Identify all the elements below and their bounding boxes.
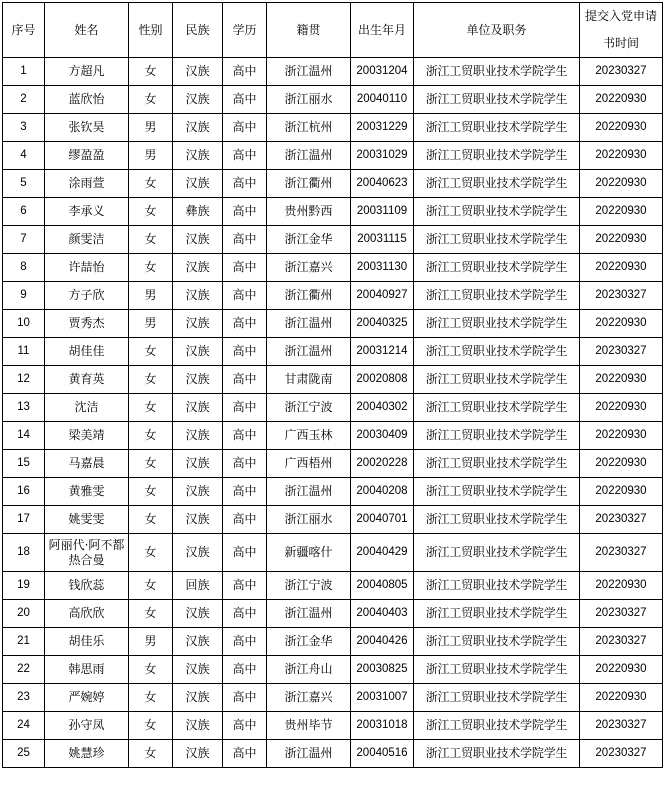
cell-seq: 1 (3, 58, 45, 86)
header-ethnicity: 民族 (173, 3, 223, 58)
cell-ethnicity: 汉族 (173, 422, 223, 450)
cell-date: 20220930 (580, 572, 663, 600)
table-row (3, 684, 663, 712)
cell-ethnicity: 汉族 (173, 366, 223, 394)
cell-seq: 17 (3, 506, 45, 534)
cell-origin: 浙江宁波 (267, 394, 351, 422)
cell-unit: 浙江工贸职业技术学院学生 (414, 114, 580, 142)
cell-birth: 20040302 (351, 394, 414, 422)
cell-date: 20220930 (580, 478, 663, 506)
cell-name: 马嘉晨 (45, 450, 129, 478)
cell-education: 高中 (223, 142, 267, 170)
table-row (3, 338, 663, 366)
cell-ethnicity: 汉族 (173, 338, 223, 366)
cell-ethnicity: 汉族 (173, 394, 223, 422)
cell-seq: 2 (3, 86, 45, 114)
cell-unit: 浙江工贸职业技术学院学生 (414, 534, 580, 572)
cell-seq: 10 (3, 310, 45, 338)
cell-origin: 浙江温州 (267, 310, 351, 338)
cell-unit: 浙江工贸职业技术学院学生 (414, 656, 580, 684)
cell-seq: 22 (3, 656, 45, 684)
cell-seq: 25 (3, 740, 45, 768)
cell-date: 20230327 (580, 58, 663, 86)
cell-seq: 23 (3, 684, 45, 712)
cell-unit: 浙江工贸职业技术学院学生 (414, 572, 580, 600)
cell-birth: 20040429 (351, 534, 414, 572)
cell-ethnicity: 汉族 (173, 282, 223, 310)
cell-unit: 浙江工贸职业技术学院学生 (414, 310, 580, 338)
cell-gender: 女 (129, 712, 173, 740)
cell-gender: 女 (129, 86, 173, 114)
cell-origin: 贵州黔西 (267, 198, 351, 226)
table-row (3, 170, 663, 198)
cell-unit: 浙江工贸职业技术学院学生 (414, 422, 580, 450)
cell-date: 20230327 (580, 600, 663, 628)
cell-gender: 男 (129, 114, 173, 142)
cell-origin: 浙江宁波 (267, 572, 351, 600)
cell-birth: 20040516 (351, 740, 414, 768)
table-row (3, 628, 663, 656)
applicant-table (2, 2, 663, 768)
cell-seq: 16 (3, 478, 45, 506)
cell-unit: 浙江工贸职业技术学院学生 (414, 628, 580, 656)
cell-seq: 5 (3, 170, 45, 198)
cell-ethnicity: 汉族 (173, 114, 223, 142)
cell-education: 高中 (223, 712, 267, 740)
cell-seq: 21 (3, 628, 45, 656)
cell-name: 严婉婷 (45, 684, 129, 712)
cell-gender: 女 (129, 366, 173, 394)
cell-gender: 男 (129, 628, 173, 656)
cell-birth: 20040325 (351, 310, 414, 338)
cell-gender: 女 (129, 58, 173, 86)
cell-ethnicity: 彝族 (173, 198, 223, 226)
cell-birth: 20030825 (351, 656, 414, 684)
cell-ethnicity: 汉族 (173, 628, 223, 656)
table-row (3, 450, 663, 478)
cell-name: 胡佳乐 (45, 628, 129, 656)
cell-education: 高中 (223, 506, 267, 534)
cell-birth: 20020808 (351, 366, 414, 394)
cell-origin: 浙江丽水 (267, 86, 351, 114)
table-row (3, 712, 663, 740)
cell-seq: 14 (3, 422, 45, 450)
cell-date: 20220930 (580, 170, 663, 198)
cell-gender: 女 (129, 338, 173, 366)
cell-date: 20230327 (580, 740, 663, 768)
table-row (3, 86, 663, 114)
cell-origin: 浙江嘉兴 (267, 254, 351, 282)
cell-name: 韩思雨 (45, 656, 129, 684)
cell-ethnicity: 汉族 (173, 656, 223, 684)
cell-origin: 新疆喀什 (267, 534, 351, 572)
cell-unit: 浙江工贸职业技术学院学生 (414, 170, 580, 198)
cell-date: 20220930 (580, 198, 663, 226)
cell-name: 张钦昊 (45, 114, 129, 142)
cell-education: 高中 (223, 534, 267, 572)
header-seq: 序号 (3, 3, 45, 58)
cell-education: 高中 (223, 254, 267, 282)
cell-origin: 浙江温州 (267, 600, 351, 628)
cell-education: 高中 (223, 394, 267, 422)
cell-name: 梁美靖 (45, 422, 129, 450)
cell-education: 高中 (223, 366, 267, 394)
cell-ethnicity: 汉族 (173, 254, 223, 282)
table-row (3, 198, 663, 226)
cell-seq: 24 (3, 712, 45, 740)
cell-ethnicity: 汉族 (173, 142, 223, 170)
cell-unit: 浙江工贸职业技术学院学生 (414, 712, 580, 740)
cell-seq: 9 (3, 282, 45, 310)
cell-birth: 20030409 (351, 422, 414, 450)
cell-origin: 浙江温州 (267, 58, 351, 86)
cell-seq: 8 (3, 254, 45, 282)
cell-seq: 13 (3, 394, 45, 422)
cell-gender: 男 (129, 142, 173, 170)
cell-ethnicity: 汉族 (173, 740, 223, 768)
cell-education: 高中 (223, 198, 267, 226)
cell-birth: 20040110 (351, 86, 414, 114)
table-row (3, 394, 663, 422)
cell-gender: 女 (129, 506, 173, 534)
cell-origin: 浙江温州 (267, 478, 351, 506)
cell-birth: 20020228 (351, 450, 414, 478)
table-row (3, 656, 663, 684)
cell-date: 20220930 (580, 142, 663, 170)
cell-gender: 女 (129, 684, 173, 712)
cell-name: 涂雨萱 (45, 170, 129, 198)
cell-ethnicity: 汉族 (173, 450, 223, 478)
cell-origin: 浙江温州 (267, 740, 351, 768)
cell-seq: 19 (3, 572, 45, 600)
table-row (3, 310, 663, 338)
cell-birth: 20040623 (351, 170, 414, 198)
cell-gender: 女 (129, 534, 173, 572)
cell-ethnicity: 汉族 (173, 58, 223, 86)
cell-unit: 浙江工贸职业技术学院学生 (414, 86, 580, 114)
cell-gender: 女 (129, 198, 173, 226)
cell-ethnicity: 汉族 (173, 478, 223, 506)
cell-birth: 20031229 (351, 114, 414, 142)
table-row (3, 422, 663, 450)
cell-gender: 女 (129, 170, 173, 198)
table-row (3, 506, 663, 534)
cell-name: 颜雯洁 (45, 226, 129, 254)
cell-origin: 浙江金华 (267, 628, 351, 656)
cell-unit: 浙江工贸职业技术学院学生 (414, 254, 580, 282)
table-row (3, 740, 663, 768)
cell-date: 20220930 (580, 310, 663, 338)
cell-name: 阿丽代·阿不都热合曼 (45, 534, 129, 572)
cell-name: 胡佳佳 (45, 338, 129, 366)
cell-unit: 浙江工贸职业技术学院学生 (414, 600, 580, 628)
cell-gender: 男 (129, 310, 173, 338)
cell-education: 高中 (223, 282, 267, 310)
cell-name: 方超凡 (45, 58, 129, 86)
cell-ethnicity: 汉族 (173, 86, 223, 114)
cell-birth: 20031115 (351, 226, 414, 254)
cell-birth: 20031018 (351, 712, 414, 740)
cell-unit: 浙江工贸职业技术学院学生 (414, 58, 580, 86)
cell-origin: 浙江衢州 (267, 282, 351, 310)
cell-birth: 20031130 (351, 254, 414, 282)
table-row (3, 142, 663, 170)
cell-birth: 20040403 (351, 600, 414, 628)
table-row (3, 254, 663, 282)
cell-unit: 浙江工贸职业技术学院学生 (414, 506, 580, 534)
cell-gender: 男 (129, 282, 173, 310)
cell-education: 高中 (223, 684, 267, 712)
cell-gender: 女 (129, 450, 173, 478)
cell-name: 蓝欣怡 (45, 86, 129, 114)
cell-education: 高中 (223, 422, 267, 450)
cell-birth: 20040426 (351, 628, 414, 656)
cell-ethnicity: 汉族 (173, 534, 223, 572)
cell-unit: 浙江工贸职业技术学院学生 (414, 338, 580, 366)
table-row (3, 572, 663, 600)
table-header-row (3, 3, 663, 58)
header-origin: 籍贯 (267, 3, 351, 58)
cell-birth: 20031204 (351, 58, 414, 86)
cell-name: 黄雅雯 (45, 478, 129, 506)
cell-name: 沈洁 (45, 394, 129, 422)
cell-origin: 甘肃陇南 (267, 366, 351, 394)
cell-education: 高中 (223, 740, 267, 768)
cell-seq: 7 (3, 226, 45, 254)
cell-date: 20230327 (580, 506, 663, 534)
cell-seq: 3 (3, 114, 45, 142)
cell-origin: 浙江杭州 (267, 114, 351, 142)
cell-education: 高中 (223, 450, 267, 478)
cell-origin: 广西梧州 (267, 450, 351, 478)
cell-seq: 11 (3, 338, 45, 366)
cell-unit: 浙江工贸职业技术学院学生 (414, 684, 580, 712)
cell-gender: 女 (129, 600, 173, 628)
cell-birth: 20040927 (351, 282, 414, 310)
cell-name: 贾秀杰 (45, 310, 129, 338)
cell-seq: 20 (3, 600, 45, 628)
cell-unit: 浙江工贸职业技术学院学生 (414, 282, 580, 310)
cell-ethnicity: 汉族 (173, 684, 223, 712)
cell-gender: 女 (129, 740, 173, 768)
cell-origin: 浙江丽水 (267, 506, 351, 534)
cell-ethnicity: 汉族 (173, 600, 223, 628)
cell-date: 20220930 (580, 656, 663, 684)
header-gender: 性别 (129, 3, 173, 58)
cell-seq: 6 (3, 198, 45, 226)
cell-education: 高中 (223, 572, 267, 600)
header-unit: 单位及职务 (414, 3, 580, 58)
cell-education: 高中 (223, 170, 267, 198)
cell-education: 高中 (223, 600, 267, 628)
cell-date: 20230327 (580, 282, 663, 310)
cell-origin: 广西玉林 (267, 422, 351, 450)
cell-education: 高中 (223, 478, 267, 506)
cell-seq: 15 (3, 450, 45, 478)
cell-unit: 浙江工贸职业技术学院学生 (414, 142, 580, 170)
cell-date: 20230327 (580, 712, 663, 740)
cell-date: 20220930 (580, 254, 663, 282)
cell-origin: 浙江衢州 (267, 170, 351, 198)
table-row (3, 534, 663, 572)
cell-gender: 女 (129, 394, 173, 422)
cell-date: 20220930 (580, 114, 663, 142)
cell-unit: 浙江工贸职业技术学院学生 (414, 226, 580, 254)
cell-date: 20220930 (580, 226, 663, 254)
cell-education: 高中 (223, 114, 267, 142)
cell-gender: 女 (129, 226, 173, 254)
cell-ethnicity: 汉族 (173, 712, 223, 740)
cell-unit: 浙江工贸职业技术学院学生 (414, 478, 580, 506)
cell-name: 缪盈盈 (45, 142, 129, 170)
cell-seq: 18 (3, 534, 45, 572)
cell-unit: 浙江工贸职业技术学院学生 (414, 366, 580, 394)
cell-origin: 浙江嘉兴 (267, 684, 351, 712)
cell-birth: 20031109 (351, 198, 414, 226)
cell-gender: 女 (129, 422, 173, 450)
cell-origin: 浙江温州 (267, 338, 351, 366)
table-row (3, 282, 663, 310)
cell-date: 20220930 (580, 366, 663, 394)
cell-education: 高中 (223, 310, 267, 338)
cell-name: 李承义 (45, 198, 129, 226)
cell-ethnicity: 汉族 (173, 170, 223, 198)
cell-birth: 20040208 (351, 478, 414, 506)
header-date: 提交入党申请书时间 (580, 3, 663, 58)
cell-origin: 贵州毕节 (267, 712, 351, 740)
cell-birth: 20031007 (351, 684, 414, 712)
cell-birth: 20040805 (351, 572, 414, 600)
table-row (3, 226, 663, 254)
table-row (3, 58, 663, 86)
cell-date: 20230327 (580, 338, 663, 366)
cell-date: 20230327 (580, 628, 663, 656)
cell-unit: 浙江工贸职业技术学院学生 (414, 740, 580, 768)
table-body (3, 58, 663, 768)
table-row (3, 114, 663, 142)
cell-birth: 20031214 (351, 338, 414, 366)
cell-origin: 浙江温州 (267, 142, 351, 170)
cell-date: 20220930 (580, 684, 663, 712)
table-row (3, 600, 663, 628)
cell-seq: 12 (3, 366, 45, 394)
cell-name: 黄育英 (45, 366, 129, 394)
cell-date: 20220930 (580, 450, 663, 478)
cell-gender: 女 (129, 478, 173, 506)
cell-date: 20220930 (580, 394, 663, 422)
cell-name: 钱欣蕊 (45, 572, 129, 600)
cell-origin: 浙江舟山 (267, 656, 351, 684)
cell-seq: 4 (3, 142, 45, 170)
cell-birth: 20031029 (351, 142, 414, 170)
cell-education: 高中 (223, 338, 267, 366)
header-name: 姓名 (45, 3, 129, 58)
cell-education: 高中 (223, 628, 267, 656)
cell-date: 20220930 (580, 86, 663, 114)
cell-name: 方子欣 (45, 282, 129, 310)
header-education: 学历 (223, 3, 267, 58)
cell-birth: 20040701 (351, 506, 414, 534)
cell-ethnicity: 回族 (173, 572, 223, 600)
cell-education: 高中 (223, 58, 267, 86)
cell-origin: 浙江金华 (267, 226, 351, 254)
cell-gender: 女 (129, 254, 173, 282)
cell-unit: 浙江工贸职业技术学院学生 (414, 450, 580, 478)
cell-name: 姚慧珍 (45, 740, 129, 768)
table-row (3, 478, 663, 506)
cell-name: 许喆怡 (45, 254, 129, 282)
cell-ethnicity: 汉族 (173, 226, 223, 254)
cell-education: 高中 (223, 656, 267, 684)
cell-education: 高中 (223, 226, 267, 254)
cell-date: 20230327 (580, 534, 663, 572)
cell-education: 高中 (223, 86, 267, 114)
cell-gender: 女 (129, 656, 173, 684)
table-row (3, 366, 663, 394)
header-birth: 出生年月 (351, 3, 414, 58)
cell-date: 20220930 (580, 422, 663, 450)
cell-name: 高欣欣 (45, 600, 129, 628)
cell-ethnicity: 汉族 (173, 310, 223, 338)
cell-name: 姚雯雯 (45, 506, 129, 534)
cell-gender: 女 (129, 572, 173, 600)
cell-unit: 浙江工贸职业技术学院学生 (414, 394, 580, 422)
cell-unit: 浙江工贸职业技术学院学生 (414, 198, 580, 226)
cell-name: 孙守凤 (45, 712, 129, 740)
cell-ethnicity: 汉族 (173, 506, 223, 534)
